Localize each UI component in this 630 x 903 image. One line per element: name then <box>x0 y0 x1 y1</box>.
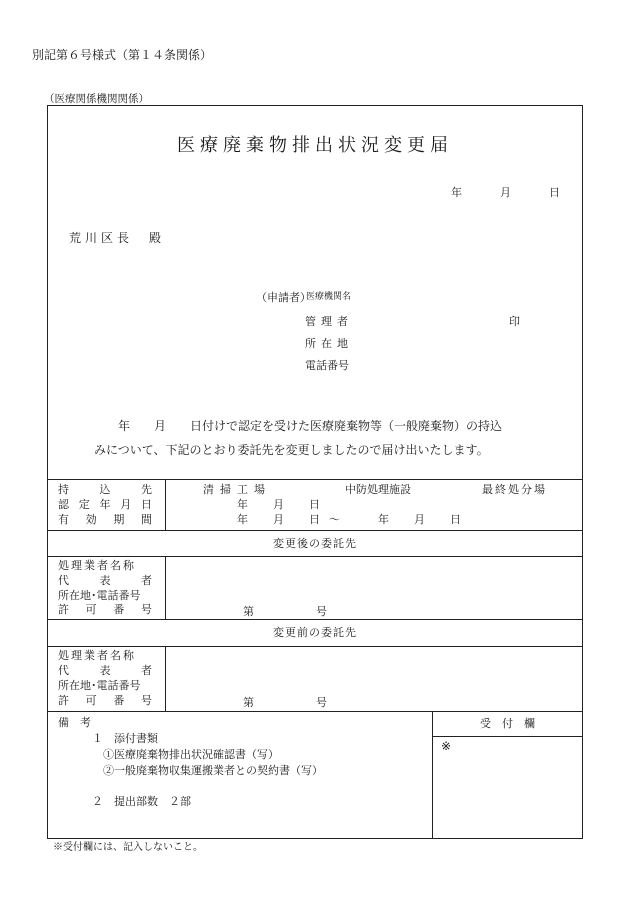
cert-date-label: 認 定 年 月 日 <box>58 498 152 511</box>
reception-mark: ※ <box>441 739 452 753</box>
divider-after-heading-top <box>47 530 583 531</box>
divider-before-heading-bottom <box>47 646 583 647</box>
after-permit-label: 許 可 番 号 <box>58 603 152 616</box>
column-incineration: 清掃工場 <box>203 483 271 496</box>
seal-mark: 印 <box>509 315 520 328</box>
after-company-label: 処理業者名称 <box>58 559 136 572</box>
before-permit-dai: 第 <box>243 696 254 709</box>
form-number: 別記第６号様式（第１４条関係） <box>32 48 213 62</box>
divider-remarks-top <box>47 711 583 712</box>
section-label: （医療関係機関関係） <box>44 93 149 105</box>
divider-before-heading-top <box>47 619 583 620</box>
after-permit-dai: 第 <box>243 605 254 618</box>
manager-label: 管理者 <box>305 315 353 328</box>
divider-before-label <box>165 646 166 711</box>
valid-to-day: 日 <box>450 513 461 526</box>
validity-label: 有 効 期 間 <box>58 513 152 526</box>
phone-label: 電話番号 <box>305 359 349 372</box>
before-address-label: 所在地･電話番号 <box>58 679 141 692</box>
body-line-2: みについて、下記のとおり委託先を変更しましたので届け出いたします。 <box>94 443 489 457</box>
remarks-item-1a: ①医療廃棄物排出状況確認書（写） <box>103 748 279 761</box>
remarks-item-1b: ②一般廃棄物収集運搬業者との契約書（写） <box>103 764 323 777</box>
before-heading: 変更前の委託先 <box>273 626 357 639</box>
divider-after-heading-bottom <box>47 556 583 557</box>
column-chubo: 中防処理施設 <box>345 483 411 496</box>
address-label: 所在地 <box>305 337 353 350</box>
valid-from-year: 年 <box>237 513 248 526</box>
addressee: 荒川区長 殿 <box>69 231 166 245</box>
body-line-1: 年 月 日付けで認定を受けた医療廃棄物等（一般廃棄物）の持込 <box>118 419 503 433</box>
valid-to-year: 年 <box>378 513 389 526</box>
validity-tilde: ～ <box>329 513 340 526</box>
date-day: 日 <box>549 186 560 199</box>
remarks-title: 備 考 <box>58 716 91 729</box>
remarks-item-1: １ 添付書類 <box>92 732 158 745</box>
applicant-prefix: （申請者） <box>256 291 311 304</box>
reception-title: 受 付 欄 <box>480 717 535 730</box>
date-month: 月 <box>500 186 511 199</box>
column-final-disposal: 最終処分場 <box>482 483 547 496</box>
date-year: 年 <box>451 186 462 199</box>
before-permit-label: 許 可 番 号 <box>58 694 152 707</box>
divider-destination-label <box>165 479 166 530</box>
cert-year: 年 <box>237 498 248 511</box>
valid-from-month: 月 <box>273 513 284 526</box>
destination-label: 持 込 先 <box>58 483 152 496</box>
footer-note: ※受付欄には、記入しないこと。 <box>53 842 203 853</box>
before-company-label: 処理業者名称 <box>58 649 136 662</box>
divider-reception-header <box>432 736 583 737</box>
divider-after-label <box>165 556 166 619</box>
before-permit-go: 号 <box>316 696 327 709</box>
cert-day: 日 <box>309 498 320 511</box>
institution-label: 医療機関名 <box>306 292 352 302</box>
after-address-label: 所在地･電話番号 <box>58 589 141 602</box>
remarks-item-2: ２ 提出部数 ２部 <box>92 795 191 808</box>
form-title: 医療廃棄物排出状況変更届 <box>177 135 453 156</box>
cert-month: 月 <box>273 498 284 511</box>
after-heading: 変更後の委託先 <box>273 537 357 550</box>
after-representative-label: 代 表 者 <box>58 574 152 587</box>
valid-to-month: 月 <box>414 513 425 526</box>
valid-from-day: 日 <box>309 513 320 526</box>
before-representative-label: 代 表 者 <box>58 664 152 677</box>
divider-destination-top <box>47 479 583 480</box>
after-permit-go: 号 <box>316 605 327 618</box>
divider-reception <box>432 711 433 839</box>
